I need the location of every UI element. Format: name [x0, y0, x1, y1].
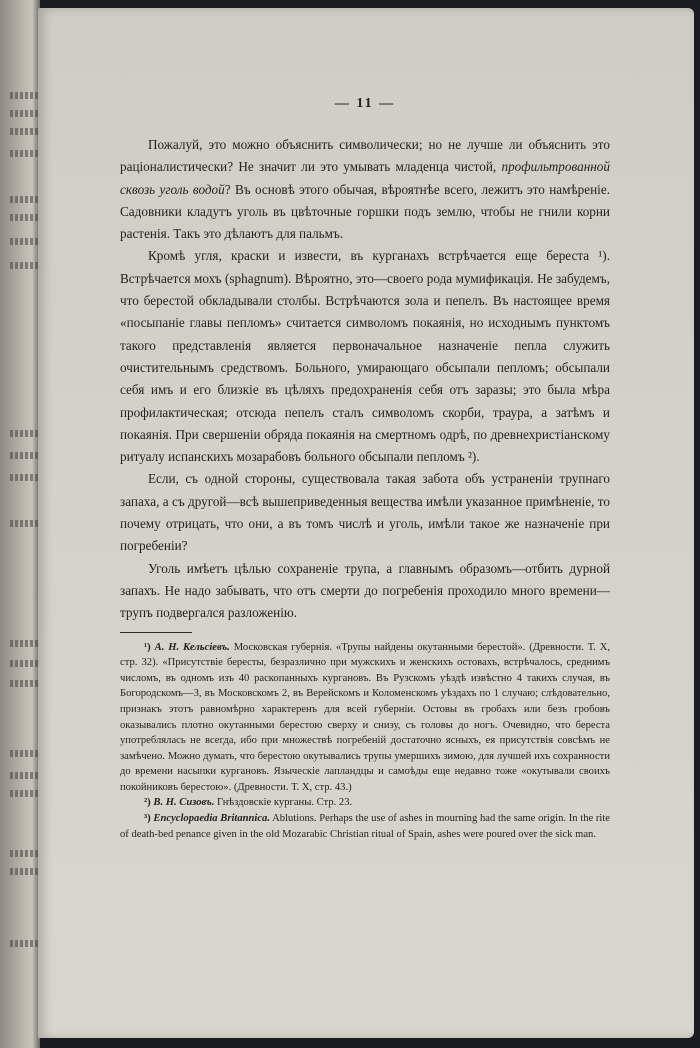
footnote-mark: ³) [144, 813, 151, 825]
footnote-text: Гнѣздовскіе курганы. Стр. 23. [214, 797, 353, 809]
paragraph-text: ? Въ основѣ этого обычая, вѣроятнѣе всего, лежитъ это намѣреніе. Садовники кладутъ уголь въ цвѣточные горшки подъ землю, чтобы не гнили корни растенія. Такъ это дѣлаютъ для пальмъ. [120, 181, 610, 242]
footnote-mark: ¹) [144, 641, 151, 653]
paragraph: Если, съ одной стороны, существовала такая забота объ устраненіи трупнаго запаха, а съ другой—всѣ вышеприведенныя вещества имѣли указанное примѣненіе, то почему отрицать, что они, а въ томъ числѣ и уголь, имѣли такое же назначеніе при погребеніи? [120, 471, 610, 554]
paragraph: Уголь имѣетъ цѣлью сохраненіе трупа, а главнымъ образомъ—отбить дурной запахъ. Не надо забывать, что отъ смерти до погребенія проходило много времени—трупъ подвергался разложенію. [120, 560, 610, 621]
page-number: — 11 — [334, 96, 396, 111]
footnote-text: Ablutions. Perhaps the use of ashes in mourning had the same origin. In the rite of death-bed penance given in the old Mozarabic Christian ritual of Spain, ashes were poured over the sick man. [120, 813, 611, 840]
footnote-author: А. Н. Кельсіевъ. [154, 641, 230, 653]
emphasized-text: профильтрованной сквозь уголь водой [120, 159, 610, 197]
footnote-divider [120, 632, 192, 633]
book-page [38, 8, 694, 1038]
footnote-mark: ²) [144, 797, 151, 809]
footnote-text: Московская губернія. «Трупы найдены окутанными берестой». (Древности. Т. X, стр. 32). «Присутствіе бересты, безразлично при мужскихъ и женскихъ остовахъ, встрѣчалось, среднимъ числомъ, въ одномъ изъ 40 раскопанныхъ кургановъ. Въ Рузскомъ уѣздѣ извѣстно 4 такихъ случая, въ Богородскомъ—3, въ Московскомъ 2, въ Верейскомъ и Коломенскомъ уѣздахъ по 1 случаю; слѣдовательно, признакъ этотъ равномѣрно характеренъ для всей губерніи. Остовы въ гробахъ или безъ гробовъ оказывались плотно окутанными берестою сверху и снизу, съ головы до ногъ. Очевидно, что береста употреблялась не всегда, ибо при множествѣ погребеній достаточно ясныхъ, ея присутствія совсѣмъ не замѣчено. Можно думать, что берестою окутывались трупы умершихъ зимою, для лучшей ихъ сохранности до времени насыпки кургановъ. Языческіе лапландцы и самоѣды еще недавно тоже «окутывали своихъ покойниковъ берестою». (Древности. Т. X, стр. 43.) [120, 641, 610, 793]
paragraph-text: Пожалуй, это можно объяснить символически; но не лучше ли объяснить это раціоналистически? Не значит ли это умывать младенца чистой, [120, 137, 610, 175]
footnote-author: В. Н. Сизовъ. [153, 797, 215, 809]
paragraph [120, 134, 610, 245]
facing-page-edge [0, 0, 40, 1048]
paragraph: Кромѣ угля, краски и извести, въ курганахъ встрѣчается еще береста ¹). Встрѣчается мохъ (sphagnum). Вѣроятно, это—своего рода мумификація. Не забудемъ, что берестой обкладывали столбы. Встрѣчаются зола и пепелъ. Въ настоящее время «посыпаніе главы пепломъ» считается символомъ покаянія, но исходнымъ пунктомъ такого представленія является первоначальное назначеніе пепла служить очистительнымъ средствомъ. Больного, умирающаго обсыпали пепломъ; обсыпали себя имъ и его близкіе въ цѣляхъ предохраненія себя отъ заразы; это была мѣра профилактическая; отсюда пепелъ сталъ символомъ скорби, траура, а затѣмъ и покаянія. При свершеніи обряда покаянія на смертномъ одрѣ, по древнехристіанскому ритуалу испанскихъ мозарабовъ больного обсыпали пепломъ ²). [120, 248, 610, 465]
footnotes [120, 640, 610, 843]
footnote [120, 795, 610, 811]
footnote [120, 640, 610, 796]
body-text [120, 134, 610, 625]
footnote-author: Encyclopaedia Britannica. [153, 813, 271, 825]
footnote [120, 811, 610, 842]
page-content [120, 96, 610, 842]
